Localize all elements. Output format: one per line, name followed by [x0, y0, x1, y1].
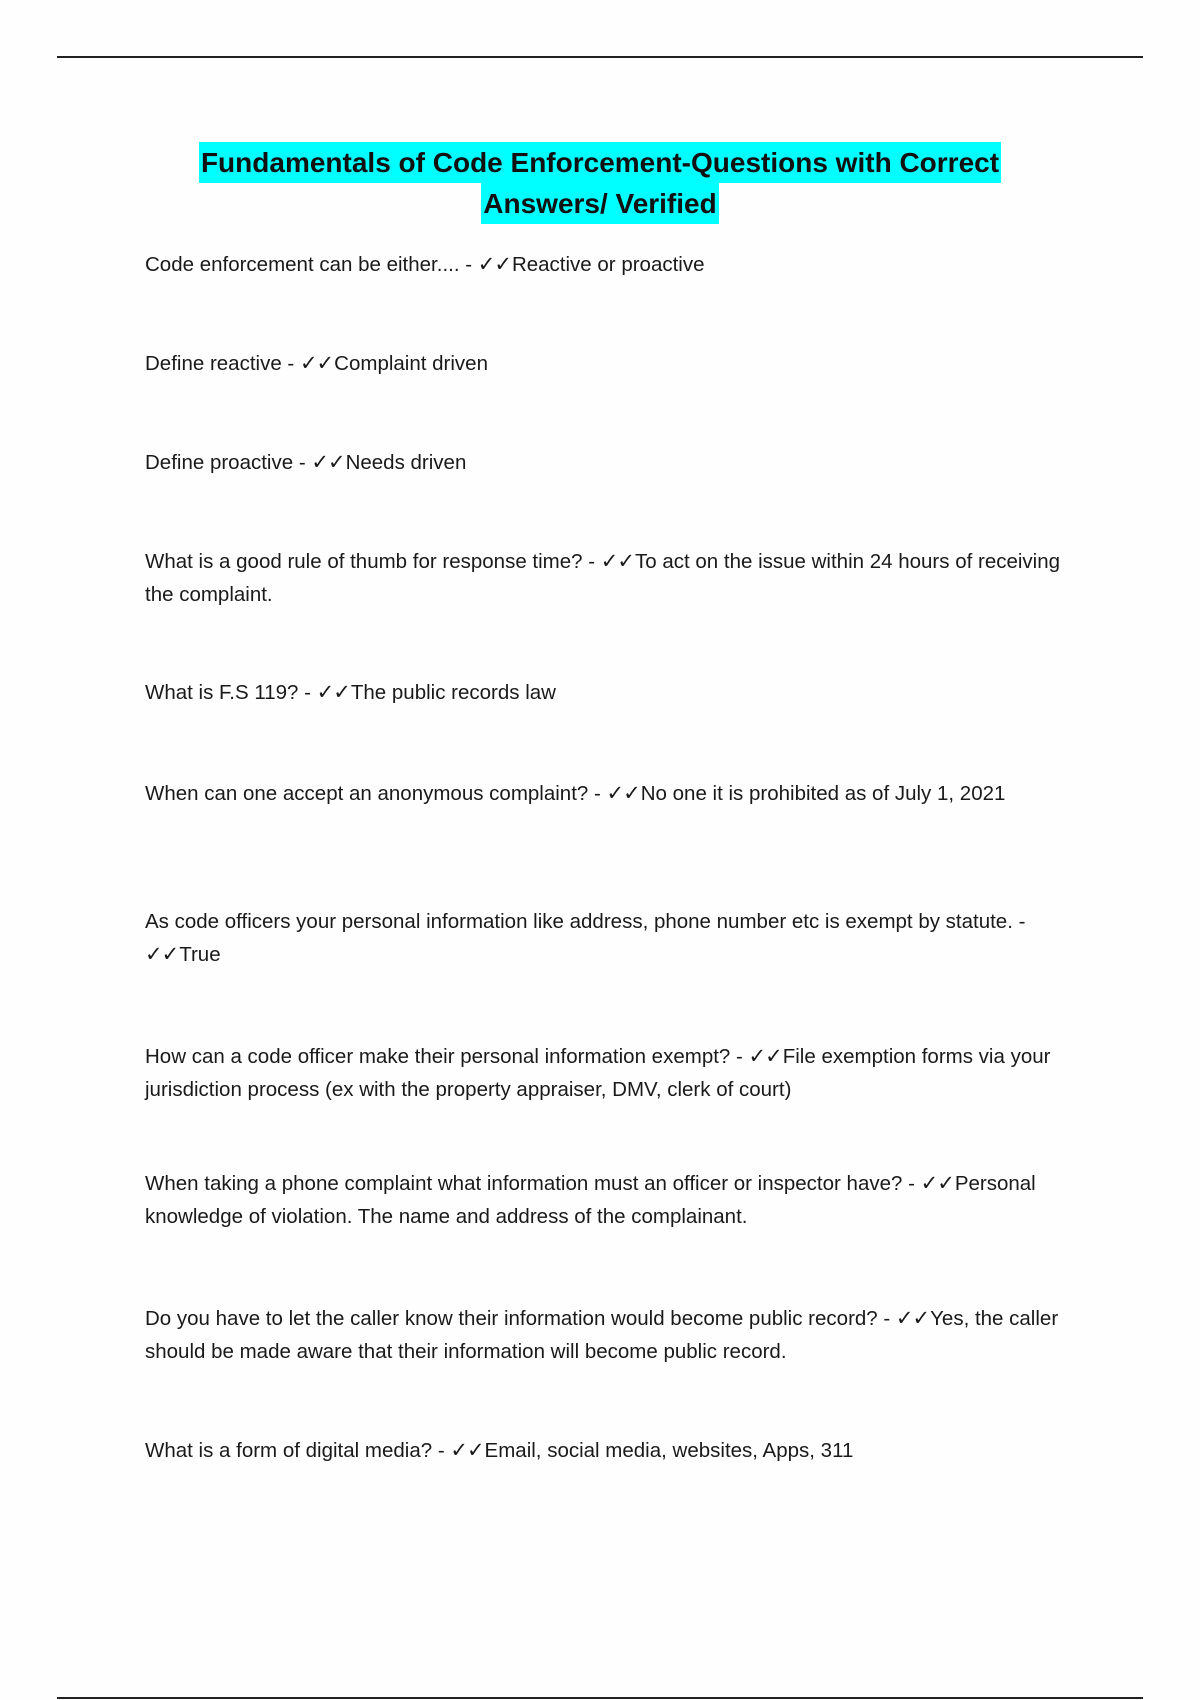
double-check-icon: ✓✓ — [477, 252, 511, 276]
question-text: What is a good rule of thumb for response time? — [145, 550, 583, 573]
answer-text: Complaint driven — [334, 352, 488, 375]
answer-text: Email, social media, websites, Apps, 311 — [484, 1439, 854, 1462]
question-text: Define proactive — [145, 451, 294, 474]
double-check-icon: ✓✓ — [748, 1044, 782, 1068]
qa-item — [145, 1434, 1065, 1467]
qa-item — [145, 446, 1065, 479]
separator: - — [902, 1172, 921, 1195]
double-check-icon: ✓✓ — [145, 942, 179, 966]
answer-text: Personal knowledge of violation. The name and address of the complainant. — [145, 1172, 1036, 1228]
separator: - — [281, 352, 300, 375]
bottom-divider — [57, 1697, 1143, 1699]
question-text: Code enforcement can be either.... — [145, 253, 460, 276]
answer-text: No one it is prohibited as of July 1, 2021 — [640, 782, 1006, 805]
qa-item — [145, 1302, 1065, 1368]
question-text: Define reactive — [145, 352, 282, 375]
double-check-icon: ✓✓ — [895, 1306, 930, 1330]
separator: - — [459, 253, 478, 276]
separator: - — [298, 681, 317, 704]
qa-item — [145, 347, 1065, 380]
question-text: Do you have to let the caller know their information would become public record? — [145, 1307, 878, 1330]
question-text: When taking a phone complaint what information must an officer or inspector have? — [145, 1172, 903, 1195]
double-check-icon: ✓✓ — [920, 1171, 954, 1195]
double-check-icon: ✓✓ — [600, 549, 634, 573]
question-text: What is F.S 119? — [145, 681, 299, 704]
double-check-icon: ✓✓ — [316, 680, 350, 704]
qa-item — [145, 1040, 1065, 1106]
answer-text: Yes, the caller should be made aware that their information will become public record. — [145, 1307, 1059, 1363]
question-text: When can one accept an anonymous complaint? — [145, 782, 589, 805]
answer-text: To act on the issue within 24 hours of receiving the complaint. — [145, 550, 1061, 606]
page-title — [0, 142, 1200, 224]
answer-text: File exemption forms via your jurisdiction process (ex with the property appraiser, DMV, clerk of court) — [145, 1045, 1051, 1101]
top-divider — [57, 56, 1143, 58]
separator: - — [877, 1307, 896, 1330]
qa-item — [145, 545, 1065, 611]
answer-text: True — [179, 943, 221, 966]
separator: - — [582, 550, 601, 573]
title-line-2: Answers/ Verified — [481, 183, 718, 224]
separator: - — [432, 1439, 451, 1462]
double-check-icon: ✓✓ — [311, 450, 345, 474]
title-line-1: Fundamentals of Code Enforcement-Questions with Correct — [199, 142, 1001, 183]
answer-text: Reactive or proactive — [511, 253, 705, 276]
double-check-icon: ✓✓ — [299, 351, 334, 375]
answer-text: The public records law — [350, 681, 556, 704]
qa-item — [145, 905, 1065, 971]
qa-item — [145, 1167, 1065, 1233]
separator: - — [730, 1045, 749, 1068]
qa-item — [145, 248, 1065, 281]
question-text: As code officers your personal information like address, phone number etc is exempt by statute. — [145, 910, 1013, 933]
separator: - — [293, 451, 312, 474]
double-check-icon: ✓✓ — [450, 1438, 484, 1462]
answer-text: Needs driven — [345, 451, 467, 474]
question-text: How can a code officer make their personal information exempt? — [145, 1045, 731, 1068]
double-check-icon: ✓✓ — [606, 781, 640, 805]
separator: - — [1012, 910, 1026, 933]
separator: - — [588, 782, 607, 805]
question-text: What is a form of digital media? — [145, 1439, 433, 1462]
qa-item — [145, 676, 1065, 709]
qa-item — [145, 777, 1065, 810]
